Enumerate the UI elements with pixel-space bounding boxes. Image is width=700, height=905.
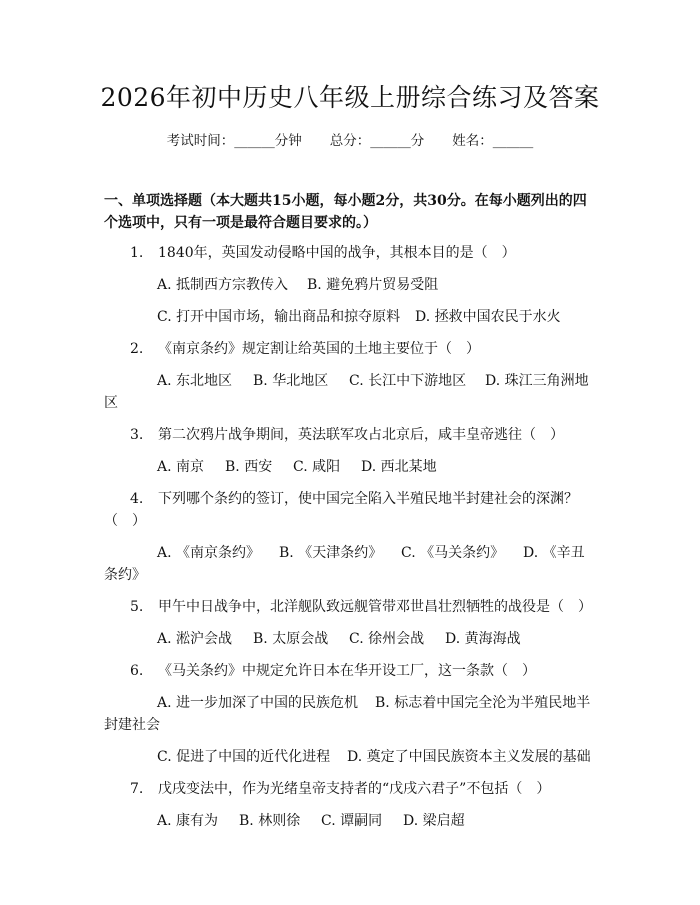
- question-6-options: [157, 746, 591, 768]
- option-c: C. 打开中国市场，输出商品和掠夺原料: [157, 309, 401, 325]
- option-c: C. 谭嗣同: [321, 813, 383, 829]
- section-header: [104, 190, 598, 234]
- question-stem: 《马关条约》中规定允许日本在华开设工厂，这一条款（ ）: [158, 663, 536, 679]
- question-stem: 1840年，英国发动侵略中国的战争，其根本目的是（ ）: [158, 245, 516, 261]
- question-number: 6.: [130, 663, 144, 679]
- question-6: [130, 660, 536, 682]
- question-3-options: [157, 456, 437, 478]
- option-b: B. 林则徐: [239, 813, 301, 829]
- question-2: [130, 338, 480, 360]
- name-field: 姓名：______: [452, 133, 534, 149]
- option-a: A. 进一步加深了中国的民族危机: [157, 695, 359, 711]
- question-number: 5.: [130, 599, 144, 615]
- option-c: C. 促进了中国的近代化进程: [157, 749, 331, 765]
- question-6-options: [157, 692, 590, 714]
- question-1: [130, 242, 516, 264]
- option-b: B. 华北地区: [253, 373, 329, 389]
- option-d: D. 奠定了中国民族资本主义发展的基础: [347, 749, 591, 765]
- question-number: 2.: [130, 341, 144, 357]
- option-b: B. 《天津条约》: [279, 545, 383, 561]
- option-b: B. 避免鸦片贸易受阻: [307, 277, 439, 293]
- option-b: B. 太原会战: [253, 631, 329, 647]
- option-d: D. 梁启超: [403, 813, 465, 829]
- question-4: [130, 488, 578, 510]
- section-header-line: 一、单项选择题（本大题共15小题，每小题2分，共30分。在每小题列出的四: [104, 193, 587, 209]
- question-stem: 甲午中日战争中，北洋舰队致远舰管带邓世昌壮烈牺牲的战役是（ ）: [158, 599, 592, 615]
- document-title: 2026年初中历史八年级上册综合练习及答案: [100, 83, 600, 112]
- option-continuation: 封建社会: [104, 717, 160, 733]
- option-d: D. 拯救中国农民于水火: [415, 309, 561, 325]
- question-7-options: [157, 810, 465, 832]
- option-continuation: 区: [104, 395, 118, 411]
- question-2-options: [157, 370, 589, 392]
- option-d: D. 西北某地: [361, 459, 437, 475]
- question-number: 3.: [130, 427, 144, 443]
- question-stem: 《南京条约》规定割让给英国的土地主要位于（ ）: [158, 341, 480, 357]
- question-number: 1.: [130, 245, 144, 261]
- exam-meta: [0, 130, 700, 152]
- option-b: B. 西安: [225, 459, 273, 475]
- option-a: A. 南京: [157, 459, 205, 475]
- question-number: 7.: [130, 781, 144, 797]
- option-a: A. 《南京条约》: [157, 545, 261, 561]
- question-stem-continuation: （ ）: [104, 513, 146, 529]
- option-c: C. 咸阳: [293, 459, 341, 475]
- option-a: A. 抵制西方宗教传入: [157, 277, 289, 293]
- question-number: 4.: [130, 491, 144, 507]
- option-d: D. 珠江三角洲地: [485, 373, 589, 389]
- option-a: A. 康有为: [157, 813, 219, 829]
- option-c: C. 《马关条约》: [401, 545, 505, 561]
- option-c: C. 徐州会战: [349, 631, 425, 647]
- option-a: A. 东北地区: [157, 373, 233, 389]
- question-3: [130, 424, 564, 446]
- option-b: B. 标志着中国完全沦为半殖民地半: [375, 695, 591, 711]
- question-1-options: [157, 274, 438, 296]
- question-stem: 第二次鸦片战争期间，英法联军攻占北京后，咸丰皇帝逃往（ ）: [158, 427, 564, 443]
- option-d: D. 《辛丑: [523, 545, 585, 561]
- option-a: A. 淞沪会战: [157, 631, 233, 647]
- question-5-options: [157, 628, 521, 650]
- score-field: 总分：______分: [329, 133, 425, 149]
- question-stem: 下列哪个条约的签订，使中国完全陷入半殖民地半封建社会的深渊？: [158, 491, 578, 507]
- question-4-options: [157, 542, 585, 564]
- option-continuation: 条约》: [104, 567, 146, 583]
- question-5: [130, 596, 592, 618]
- question-stem: 戊戌变法中，作为光绪皇帝支持者的“戊戌六君子”不包括（ ）: [158, 781, 551, 797]
- option-c: C. 长江中下游地区: [349, 373, 467, 389]
- question-1-options: [157, 306, 561, 328]
- question-7: [130, 778, 550, 800]
- section-header-line: 个选项中，只有一项是最符合题目要求的。）: [104, 215, 377, 231]
- option-d: D. 黄海海战: [445, 631, 521, 647]
- time-field: 考试时间：______分钟: [166, 133, 302, 149]
